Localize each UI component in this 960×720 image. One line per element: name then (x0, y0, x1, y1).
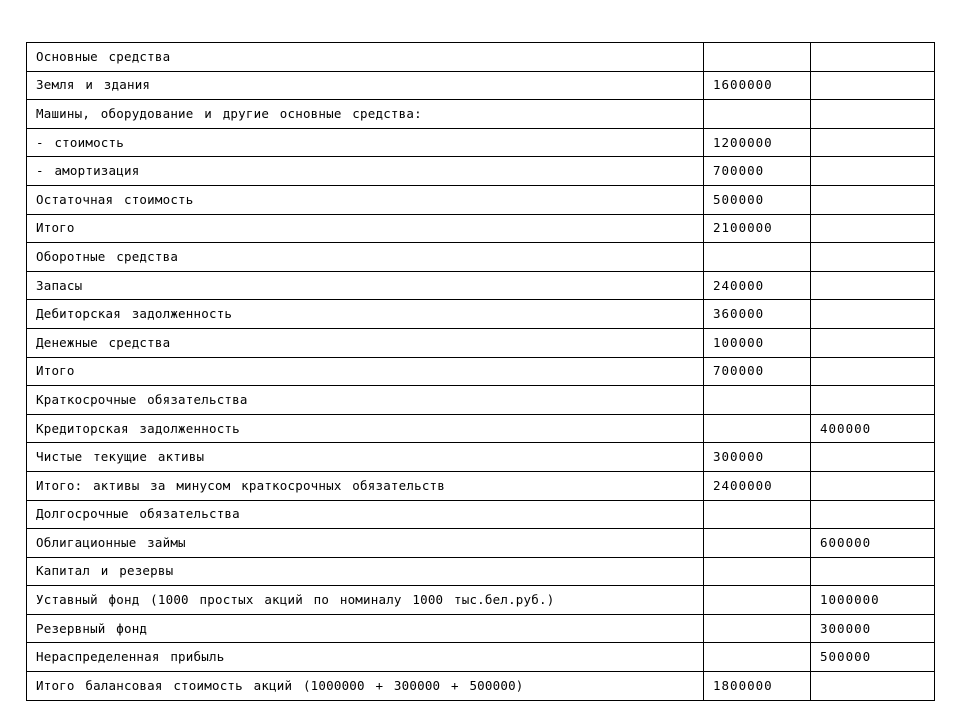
row-value-cell-1 (704, 614, 811, 643)
row-value-cell-2 (811, 300, 935, 329)
row-value-cell-2: 500000 (811, 643, 935, 672)
row-value-cell-2 (811, 471, 935, 500)
row-value-cell-1: 1200000 (704, 128, 811, 157)
row-value-cell-1 (704, 243, 811, 272)
row-value-cell-2 (811, 328, 935, 357)
table-row (27, 443, 935, 472)
table-row (27, 128, 935, 157)
balance-sheet-body (27, 43, 935, 701)
row-label-cell: Оборотные средства (27, 243, 704, 272)
row-value-cell-2 (811, 185, 935, 214)
table-row (27, 71, 935, 100)
row-label-cell: - стоимость (27, 128, 704, 157)
row-value-cell-1 (704, 643, 811, 672)
table-row (27, 643, 935, 672)
table-row (27, 500, 935, 529)
row-value-cell-2 (811, 243, 935, 272)
row-value-cell-1 (704, 386, 811, 415)
table-row (27, 557, 935, 586)
table-row (27, 328, 935, 357)
table-row (27, 386, 935, 415)
row-label-cell: Дебиторская задолженность (27, 300, 704, 329)
row-value-cell-1 (704, 586, 811, 615)
row-value-cell-1: 100000 (704, 328, 811, 357)
row-value-cell-1: 300000 (704, 443, 811, 472)
row-value-cell-2 (811, 157, 935, 186)
row-label-cell: Итого (27, 357, 704, 386)
row-value-cell-2 (811, 672, 935, 701)
row-label-cell: Кредиторская задолженность (27, 414, 704, 443)
row-value-cell-2 (811, 357, 935, 386)
row-value-cell-2 (811, 71, 935, 100)
table-row (27, 471, 935, 500)
row-value-cell-2: 300000 (811, 614, 935, 643)
row-label-cell: Запасы (27, 271, 704, 300)
table-row (27, 529, 935, 558)
row-value-cell-1 (704, 557, 811, 586)
table-row (27, 357, 935, 386)
row-label-cell: Краткосрочные обязательства (27, 386, 704, 415)
row-label-cell: Земля и здания (27, 71, 704, 100)
row-label-cell: Остаточная стоимость (27, 185, 704, 214)
row-label-cell: Итого (27, 214, 704, 243)
row-value-cell-1 (704, 100, 811, 129)
row-value-cell-1 (704, 414, 811, 443)
row-label-cell: Долгосрочные обязательства (27, 500, 704, 529)
row-label-cell: Машины, оборудование и другие основные средства: (27, 100, 704, 129)
row-value-cell-2 (811, 214, 935, 243)
row-value-cell-1: 1800000 (704, 672, 811, 701)
table-row (27, 243, 935, 272)
row-value-cell-1: 700000 (704, 357, 811, 386)
table-row (27, 214, 935, 243)
table-row (27, 672, 935, 701)
row-value-cell-2: 600000 (811, 529, 935, 558)
table-row (27, 185, 935, 214)
table-row (27, 586, 935, 615)
row-label-cell: Нераспределенная прибыль (27, 643, 704, 672)
row-value-cell-1: 240000 (704, 271, 811, 300)
row-value-cell-2 (811, 100, 935, 129)
row-label-cell: Итого балансовая стоимость акций (1000000 + 300000 + 500000) (27, 672, 704, 701)
row-value-cell-2 (811, 557, 935, 586)
row-label-cell: Денежные средства (27, 328, 704, 357)
table-row (27, 43, 935, 72)
row-value-cell-2 (811, 443, 935, 472)
table-row (27, 414, 935, 443)
row-label-cell: Чистые текущие активы (27, 443, 704, 472)
row-value-cell-2 (811, 500, 935, 529)
row-label-cell: Итого: активы за минусом краткосрочных обязательств (27, 471, 704, 500)
row-value-cell-2: 1000000 (811, 586, 935, 615)
row-value-cell-1: 2400000 (704, 471, 811, 500)
row-value-cell-1 (704, 529, 811, 558)
row-label-cell: - амортизация (27, 157, 704, 186)
row-value-cell-1: 700000 (704, 157, 811, 186)
row-value-cell-2: 400000 (811, 414, 935, 443)
row-value-cell-1: 500000 (704, 185, 811, 214)
balance-sheet-table (26, 42, 935, 701)
row-value-cell-2 (811, 43, 935, 72)
row-value-cell-1 (704, 500, 811, 529)
table-row (27, 614, 935, 643)
row-label-cell: Капитал и резервы (27, 557, 704, 586)
row-value-cell-2 (811, 386, 935, 415)
row-value-cell-2 (811, 271, 935, 300)
table-row (27, 157, 935, 186)
row-value-cell-1 (704, 43, 811, 72)
row-label-cell: Облигационные займы (27, 529, 704, 558)
row-value-cell-1: 2100000 (704, 214, 811, 243)
row-label-cell: Резервный фонд (27, 614, 704, 643)
table-row (27, 300, 935, 329)
row-value-cell-1: 1600000 (704, 71, 811, 100)
row-value-cell-2 (811, 128, 935, 157)
row-label-cell: Основные средства (27, 43, 704, 72)
row-value-cell-1: 360000 (704, 300, 811, 329)
table-row (27, 271, 935, 300)
table-row (27, 100, 935, 129)
row-label-cell: Уставный фонд (1000 простых акций по номиналу 1000 тыс.бел.руб.) (27, 586, 704, 615)
